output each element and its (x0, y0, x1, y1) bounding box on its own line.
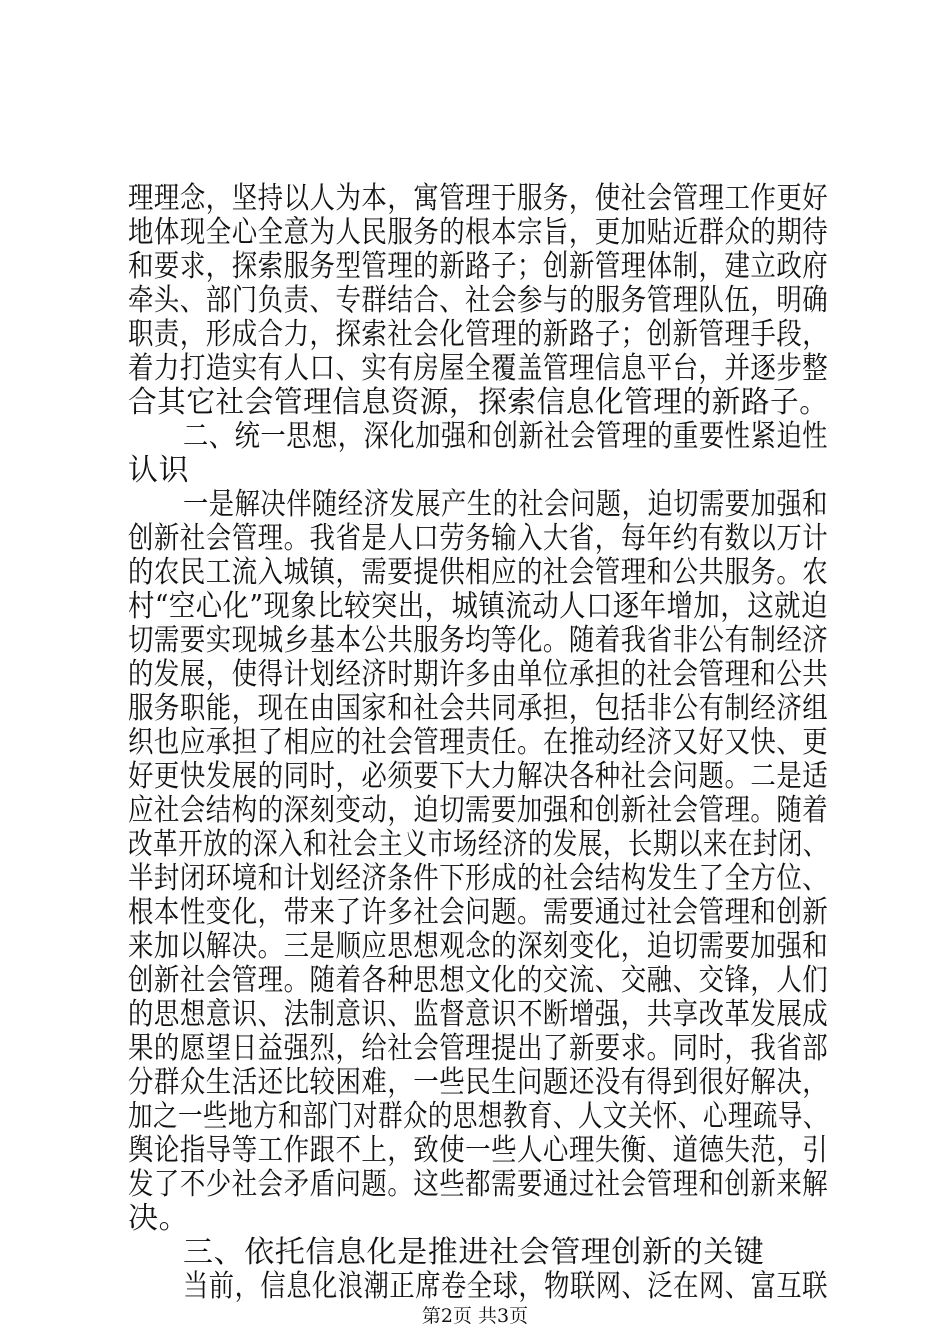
body-text-line: 根本性变化，带来了许多社会问题。需要通过社会管理和创新 (128, 895, 829, 930)
body-text-line: 半封闭环境和计划经济条件下形成的社会结构发生了全方位、 (128, 861, 829, 896)
body-text-line: 和要求，探索服务型管理的新路子；创新管理体制，建立政府 (128, 249, 829, 284)
section-heading-2: 二、统一思想，深化加强和创新社会管理的重要性紧迫性 (183, 419, 828, 454)
body-text-line: 来加以解决。三是顺应思想观念的深刻变化，迫切需要加强和 (128, 929, 829, 964)
body-text-line: 改革开放的深入和社会主义市场经济的发展，长期以来在封闭、 (128, 827, 828, 862)
body-text-line: 的思想意识、法制意识、监督意识不断增强，共享改革发展成 (128, 997, 829, 1032)
body-text-line: 发了不少社会矛盾问题。这些都需要通过社会管理和创新来解 (128, 1167, 829, 1202)
body-text-line: 理理念，坚持以人为本，寓管理于服务，使社会管理工作更好 (128, 181, 829, 216)
paragraph-start-line: 一是解决伴随经济发展产生的社会问题，迫切需要加强和 (183, 487, 828, 522)
body-text-line: 切需要实现城乡基本公共服务均等化。随着我省非公有制经济 (128, 623, 829, 658)
paragraph-start-line: 当前，信息化浪潮正席卷全球，物联网、泛在网、富互联 (183, 1269, 828, 1304)
body-text-line: 果的愿望日益强烈，给社会管理提出了新要求。同时，我省部 (128, 1031, 829, 1066)
body-text-line: 分群众生活还比较困难，一些民生问题还没有得到很好解决， (128, 1065, 829, 1100)
page-footer: 第2页 共3页 (421, 1305, 529, 1327)
body-text-line: 织也应承担了相应的社会管理责任。在推动经济又好又快、更 (128, 725, 829, 760)
body-text-line: 的农民工流入城镇，需要提供相应的社会管理和公共服务。农 (128, 555, 829, 590)
body-text-line: 牵头、部门负责、专群结合、社会参与的服务管理队伍，明确 (128, 283, 829, 318)
body-text-line: 服务职能，现在由国家和社会共同承担，包括非公有制经济组 (128, 691, 829, 726)
body-text-line: 决。 (128, 1201, 190, 1236)
section-heading-3: 三、依托信息化是推进社会管理创新的关键 (183, 1235, 765, 1270)
body-text-line: 应社会结构的深刻变动，迫切需要加强和创新社会管理。随着 (128, 793, 829, 828)
section-heading-2-continued: 认识 (128, 453, 190, 488)
body-text-line: 好更快发展的同时，必须要下大力解决各种社会问题。二是适 (128, 759, 829, 794)
body-text-line: 加之一些地方和部门对群众的思想教育、人文关怀、心理疏导、 (128, 1099, 828, 1134)
body-text-line: 职责，形成合力，探索社会化管理的新路子；创新管理手段， (128, 317, 829, 352)
body-text-line: 的发展，使得计划经济时期许多由单位承担的社会管理和公共 (128, 657, 829, 692)
body-text-line: 合其它社会管理信息资源，探索信息化管理的新路子。 (128, 385, 829, 420)
body-text-line: 创新社会管理。我省是人口劳务输入大省，每年约有数以万计 (128, 521, 829, 556)
body-text-line: 创新社会管理。随着各种思想文化的交流、交融、交锋，人们 (128, 963, 829, 998)
body-text-line: 地体现全心全意为人民服务的根本宗旨，更加贴近群众的期待 (128, 215, 829, 250)
body-text-line: 村“空心化”现象比较突出，城镇流动人口逐年增加，这就迫 (128, 589, 828, 624)
body-text-line: 舆论指导等工作跟不上，致使一些人心理失衡、道德失范，引 (128, 1133, 829, 1168)
body-text-line: 着力打造实有人口、实有房屋全覆盖管理信息平台，并逐步整 (128, 351, 829, 386)
